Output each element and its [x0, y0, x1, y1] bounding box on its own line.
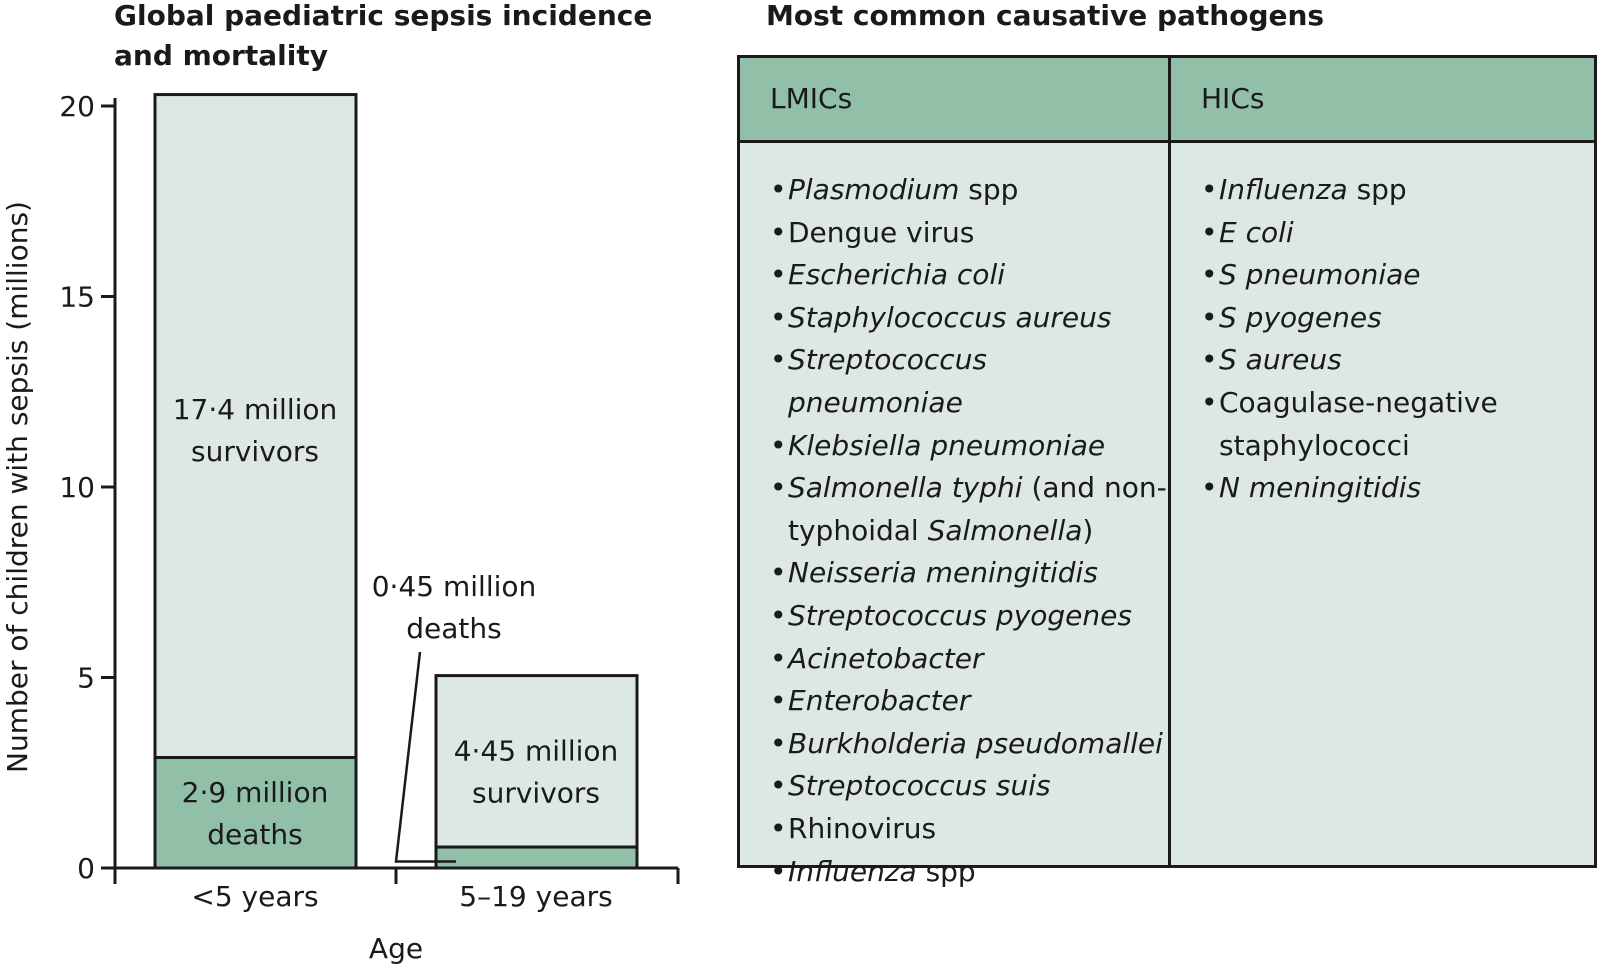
lmics-pathogen-item [770, 765, 1168, 808]
lmics-pathogen-item [770, 212, 1168, 255]
survivors-data-label: 4·45 million [453, 734, 619, 768]
hics-pathogen-item [1201, 212, 1594, 255]
deaths-annotation-label: 0·45 million [371, 570, 537, 603]
pathogen-text: spp [1347, 173, 1407, 206]
hics-pathogen-item [1201, 169, 1594, 212]
pathogen-text: Streptococcus pyogenes [788, 598, 1132, 632]
pathogen-text: Influenza [788, 854, 917, 888]
pathogen-text: Staphylococcus aureus [788, 300, 1112, 334]
hics-pathogen-item [1201, 297, 1594, 340]
pathogen-text: Klebsiella pneumoniae [788, 428, 1106, 462]
pathogen-text: Plasmodium [788, 173, 960, 206]
pathogen-text: spp [959, 173, 1019, 206]
lmics-pathogen-item [770, 297, 1168, 340]
lmics-pathogen-item [770, 723, 1168, 766]
hics-header: HICs [1171, 58, 1594, 143]
chart-title: Global paediatric sepsis incidence and mortality [114, 0, 653, 72]
lmics-pathogen-item [770, 595, 1168, 638]
survivors-data-label: 17·4 million [172, 393, 338, 427]
lmics-pathogen-item [770, 680, 1168, 723]
pathogen-text: Dengue virus [788, 215, 975, 249]
lmics-pathogen-item [770, 467, 1168, 552]
pathogen-text: S pneumoniae [1219, 258, 1421, 292]
pathogen-text: N meningitidis [1219, 471, 1422, 505]
pathogen-text: (and non-typhoidal [788, 471, 1167, 547]
hics-column [1171, 58, 1594, 865]
pathogen-text: Influenza [1219, 173, 1348, 206]
pathogen-text: Neisseria meningitidis [788, 556, 1098, 590]
table-title: Most common causative pathogens [766, 0, 1325, 32]
survivors-data-label: survivors [191, 435, 319, 469]
sepsis-bar-chart [0, 0, 720, 968]
y-tick-label: 10 [59, 471, 95, 504]
pathogen-text: Streptococcus suis [788, 769, 1051, 803]
lmics-pathogen-item [770, 808, 1168, 851]
y-tick-label: 20 [59, 90, 95, 123]
hics-pathogen-item [1201, 382, 1594, 467]
lmics-column [740, 58, 1171, 888]
x-category-label: 5–19 years [459, 880, 613, 913]
y-tick-label: 0 [77, 852, 95, 885]
x-axis-title: Age [368, 932, 424, 965]
pathogen-text: E coli [1219, 215, 1294, 249]
pathogen-text: S pyogenes [1219, 300, 1382, 334]
lmics-pathogen-item [770, 169, 1168, 212]
lmics-pathogen-item [770, 552, 1168, 595]
pathogen-text: Acinetobacter [788, 641, 984, 675]
lmics-pathogen-item [770, 851, 1168, 894]
pathogen-text: ) [1082, 513, 1094, 547]
pathogen-text: Escherichia coli [788, 258, 1005, 292]
pathogen-text: Rhinovirus [788, 811, 937, 845]
pathogen-text: Enterobacter [788, 684, 971, 718]
pathogen-text: Coagulase-negative staphylococci [1219, 385, 1498, 462]
hics-pathogen-item [1201, 254, 1594, 297]
y-tick-label: 15 [59, 280, 95, 314]
deaths-data-label: deaths [207, 817, 303, 851]
pathogen-text: S aureus [1219, 343, 1342, 377]
bar-deaths-segment [155, 758, 356, 868]
pathogen-text: Salmonella typhi [788, 471, 1023, 505]
y-tick-label: 5 [77, 661, 95, 695]
deaths-annotation-label: deaths [406, 612, 502, 645]
pathogen-text: Streptococcus pneumoniae [788, 343, 988, 419]
hics-pathogen-item [1201, 467, 1594, 510]
hics-pathogen-list [1171, 143, 1594, 510]
pathogen-text: Burkholderia pseudomallei [788, 726, 1163, 760]
bar-deaths-segment [436, 847, 637, 868]
survivors-data-label: survivors [472, 776, 600, 810]
lmics-pathogen-item [770, 339, 1168, 424]
lmics-pathogen-item [770, 254, 1168, 297]
pathogen-text: spp [916, 854, 976, 888]
pathogen-table [737, 55, 1597, 888]
pathogen-text: Salmonella [927, 513, 1083, 547]
y-axis-title: Number of children with sepsis (millions) [1, 201, 34, 773]
lmics-pathogen-list [740, 143, 1168, 893]
lmics-pathogen-item [770, 425, 1168, 468]
hics-pathogen-item [1201, 339, 1594, 382]
x-category-label: <5 years [191, 880, 319, 913]
lmics-pathogen-item [770, 638, 1168, 681]
deaths-data-label: 2·9 million [181, 775, 329, 809]
lmics-header: LMICs [740, 58, 1168, 143]
